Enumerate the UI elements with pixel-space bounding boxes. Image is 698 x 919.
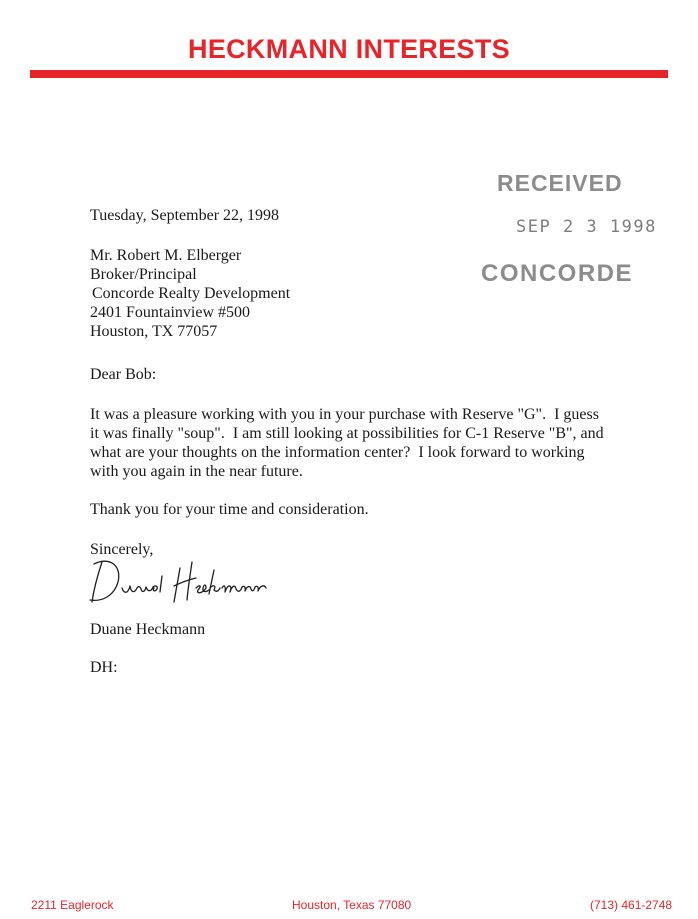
body-paragraph — [90, 405, 630, 481]
signature — [88, 556, 278, 608]
footer-address: 2211 Eaglerock — [31, 898, 114, 912]
thanks-line: Thank you for your time and consideration. — [90, 501, 369, 518]
received-stamp-company: CONCORDE — [481, 260, 634, 287]
footer-city: Houston, Texas 77080 — [292, 898, 412, 912]
recipient-company: Concorde Realty Development — [92, 285, 291, 302]
salutation: Dear Bob: — [90, 366, 157, 383]
recipient-name: Mr. Robert M. Elberger — [90, 247, 242, 264]
paragraph-line: with you again in the near future. — [90, 463, 303, 480]
letter-date: Tuesday, September 22, 1998 — [90, 207, 280, 224]
paragraph-line: what are your thoughts on the information center? I look forward to working — [90, 444, 585, 461]
footer-phone: (713) 461-2748 — [590, 898, 673, 912]
paragraph-line: It was a pleasure working with you in your purchase with Reserve "G". I guess — [90, 406, 599, 423]
recipient-title: Broker/Principal — [90, 266, 197, 283]
signer-name: Duane Heckmann — [90, 621, 206, 638]
received-stamp: RECEIVED — [497, 170, 623, 196]
recipient-street: 2401 Fountainview #500 — [90, 304, 250, 321]
paragraph-line: it was finally "soup". I am still looking at possibilities for C-1 Reserve "B", and — [90, 425, 604, 442]
recipient-address-block — [90, 246, 290, 341]
recipient-city: Houston, TX 77057 — [90, 323, 218, 340]
letterhead-company-name: HECKMANN INTERESTS — [188, 34, 510, 64]
initials: DH: — [90, 659, 118, 676]
letterhead-rule — [30, 70, 668, 78]
received-stamp-date: SEP 2 3 1998 — [516, 217, 657, 237]
closing: Sincerely, — [90, 541, 154, 558]
